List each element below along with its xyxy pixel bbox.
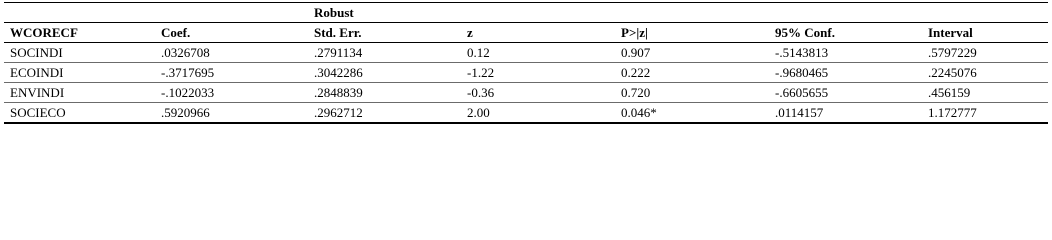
header-row: [4, 23, 1048, 43]
row-p-value: 0.222: [615, 63, 769, 83]
header-coef: Coef.: [155, 23, 308, 43]
table-row: [4, 103, 1048, 124]
row-variable: SOCIECO: [4, 103, 155, 124]
header-std-err: Std. Err.: [308, 23, 461, 43]
table-row: [4, 43, 1048, 63]
header-conf-lower: 95% Conf.: [769, 23, 922, 43]
row-p-value: 0.720: [615, 83, 769, 103]
row-p-value: 0.907: [615, 43, 769, 63]
row-conf-upper: .2245076: [922, 63, 1048, 83]
row-conf-lower: -.6605655: [769, 83, 922, 103]
row-conf-lower: -.9680465: [769, 63, 922, 83]
row-std-err: .3042286: [308, 63, 461, 83]
table-row: [4, 63, 1048, 83]
spanner-empty-cell: [615, 3, 769, 23]
row-std-err: .2791134: [308, 43, 461, 63]
row-coef: -.3717695: [155, 63, 308, 83]
row-z: 2.00: [461, 103, 615, 124]
row-coef: .5920966: [155, 103, 308, 124]
row-coef: -.1022033: [155, 83, 308, 103]
row-coef: .0326708: [155, 43, 308, 63]
row-z: -1.22: [461, 63, 615, 83]
header-conf-upper: Interval: [922, 23, 1048, 43]
header-z: z: [461, 23, 615, 43]
spanner-empty-cell: [155, 3, 308, 23]
spanner-empty-cell: [922, 3, 1048, 23]
row-conf-upper: 1.172777: [922, 103, 1048, 124]
header-dependent-variable: WCORECF: [4, 23, 155, 43]
row-conf-lower: .0114157: [769, 103, 922, 124]
row-variable: ECOINDI: [4, 63, 155, 83]
row-variable: SOCINDI: [4, 43, 155, 63]
table-row: [4, 83, 1048, 103]
spanner-empty-cell: [461, 3, 615, 23]
spanner-empty-cell: [4, 3, 155, 23]
robust-spanner-label: Robust: [308, 3, 461, 23]
spanner-empty-cell: [769, 3, 922, 23]
row-p-value: 0.046*: [615, 103, 769, 124]
row-conf-upper: .5797229: [922, 43, 1048, 63]
row-std-err: .2848839: [308, 83, 461, 103]
row-conf-upper: .456159: [922, 83, 1048, 103]
row-z: 0.12: [461, 43, 615, 63]
row-std-err: .2962712: [308, 103, 461, 124]
spanner-row: [4, 3, 1048, 23]
regression-table: [4, 2, 1048, 124]
row-variable: ENVINDI: [4, 83, 155, 103]
regression-table-container: [4, 2, 1048, 124]
row-z: -0.36: [461, 83, 615, 103]
header-p-value: P>|z|: [615, 23, 769, 43]
row-conf-lower: -.5143813: [769, 43, 922, 63]
